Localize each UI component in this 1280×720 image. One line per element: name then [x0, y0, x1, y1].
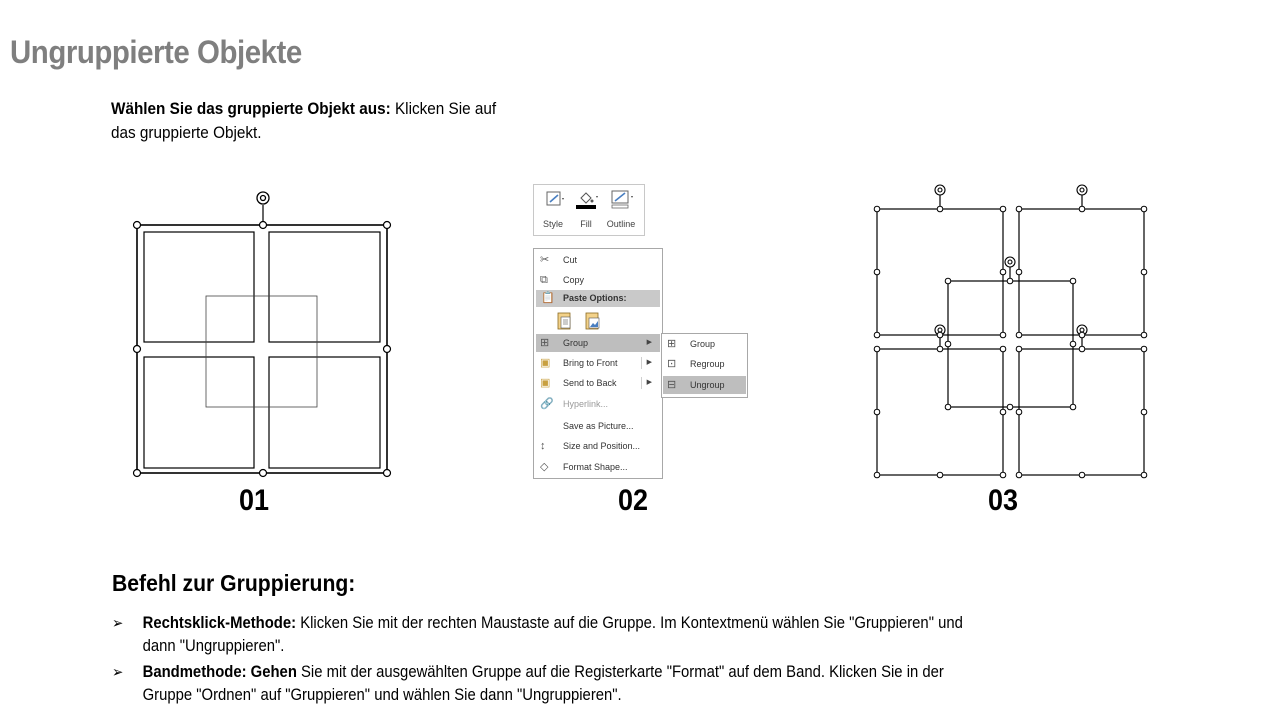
submenu-item-group-label: Group: [690, 339, 716, 349]
submenu-item-ungroup-label: Ungroup: [690, 380, 725, 390]
menu-item-send-to-back-label: Send to Back: [563, 378, 617, 388]
ungrouped-square-center: [948, 281, 1073, 407]
ungroup-icon: ⊟: [667, 379, 677, 391]
scissors-icon: ✂: [540, 254, 550, 266]
figure-label-01: 01: [238, 484, 270, 517]
rotate-handle-icon: [935, 185, 1087, 335]
menu-item-hyperlink-label: Hyperlink...: [563, 399, 609, 409]
fill-label: Fill: [580, 219, 592, 229]
figure-label-02: 02: [617, 484, 649, 517]
paste-options-label: Paste Options:: [563, 293, 627, 303]
regroup-icon: ⊡: [667, 358, 677, 370]
list-item-bold: Rechtsklick-Methode:: [142, 614, 297, 632]
size-position-icon: ↕: [540, 440, 546, 452]
bullet-arrow-icon: ➢: [112, 664, 124, 681]
list-item-text: Sie mit der ausgewählten Gruppe auf die Registerkarte "Format" auf dem Band. Klicken Sie in der Gruppe "Ordnen" auf "Gruppieren" und wählen Sie dann "Ungruppieren".: [142, 663, 944, 704]
group-icon: ⊞: [540, 337, 550, 349]
ungrouped-square-top-right: [1019, 209, 1144, 335]
ungrouped-square-bottom-right: [1019, 349, 1144, 475]
outline-label: Outline: [606, 219, 636, 229]
ungrouped-square-top-left: [877, 209, 1003, 335]
intro-bold: Wählen Sie das gruppierte Objekt aus:: [111, 99, 391, 118]
menu-item-format-shape-label: Format Shape...: [563, 462, 628, 472]
submenu-arrow-icon: ▶: [646, 339, 652, 346]
bring-to-front-icon: ▣: [540, 357, 551, 369]
figure-label-03: 03: [987, 484, 1019, 517]
menu-item-cut-label: Cut: [563, 255, 578, 265]
format-shape-icon: ◇: [540, 461, 549, 473]
send-to-back-icon: ▣: [540, 377, 551, 389]
clipboard-icon: 📋: [541, 292, 555, 304]
page-title: Ungruppierte Objekte: [10, 34, 302, 70]
style-label: Style: [542, 219, 563, 229]
bullet-arrow-icon: ➢: [112, 615, 124, 632]
group-icon: ⊞: [667, 338, 677, 350]
hyperlink-icon: 🔗: [540, 398, 554, 410]
section-heading: Befehl zur Gruppierung:: [112, 570, 356, 596]
list-item-bold: Bandmethode: Gehen: [142, 663, 297, 681]
submenu-arrow-icon: ▶: [646, 379, 652, 386]
menu-item-copy-label: Copy: [563, 275, 585, 285]
instruction-list: [112, 612, 976, 710]
copy-icon: ⧉: [540, 274, 548, 286]
menu-item-save-as-picture-label: Save as Picture...: [563, 421, 634, 431]
submenu-arrow-icon: ▶: [646, 359, 652, 366]
submenu-item-regroup-label: Regroup: [690, 359, 725, 369]
selection-handles: [874, 206, 1147, 478]
menu-item-group-label: Group: [563, 338, 589, 348]
list-item-text: Klicken Sie mit der rechten Maustaste auf die Gruppe. Im Kontextmenü wählen Sie "Gruppieren" und dann "Ungruppieren".: [142, 614, 963, 655]
intro-text: Klicken Sie auf das gruppierte Objekt.: [111, 99, 497, 142]
menu-item-bring-to-front-label: Bring to Front: [563, 358, 618, 368]
list-item: [112, 612, 976, 658]
menu-item-size-and-position-label: Size and Position...: [563, 441, 641, 451]
ungrouped-square-bottom-left: [877, 349, 1003, 475]
list-item: [112, 661, 976, 707]
